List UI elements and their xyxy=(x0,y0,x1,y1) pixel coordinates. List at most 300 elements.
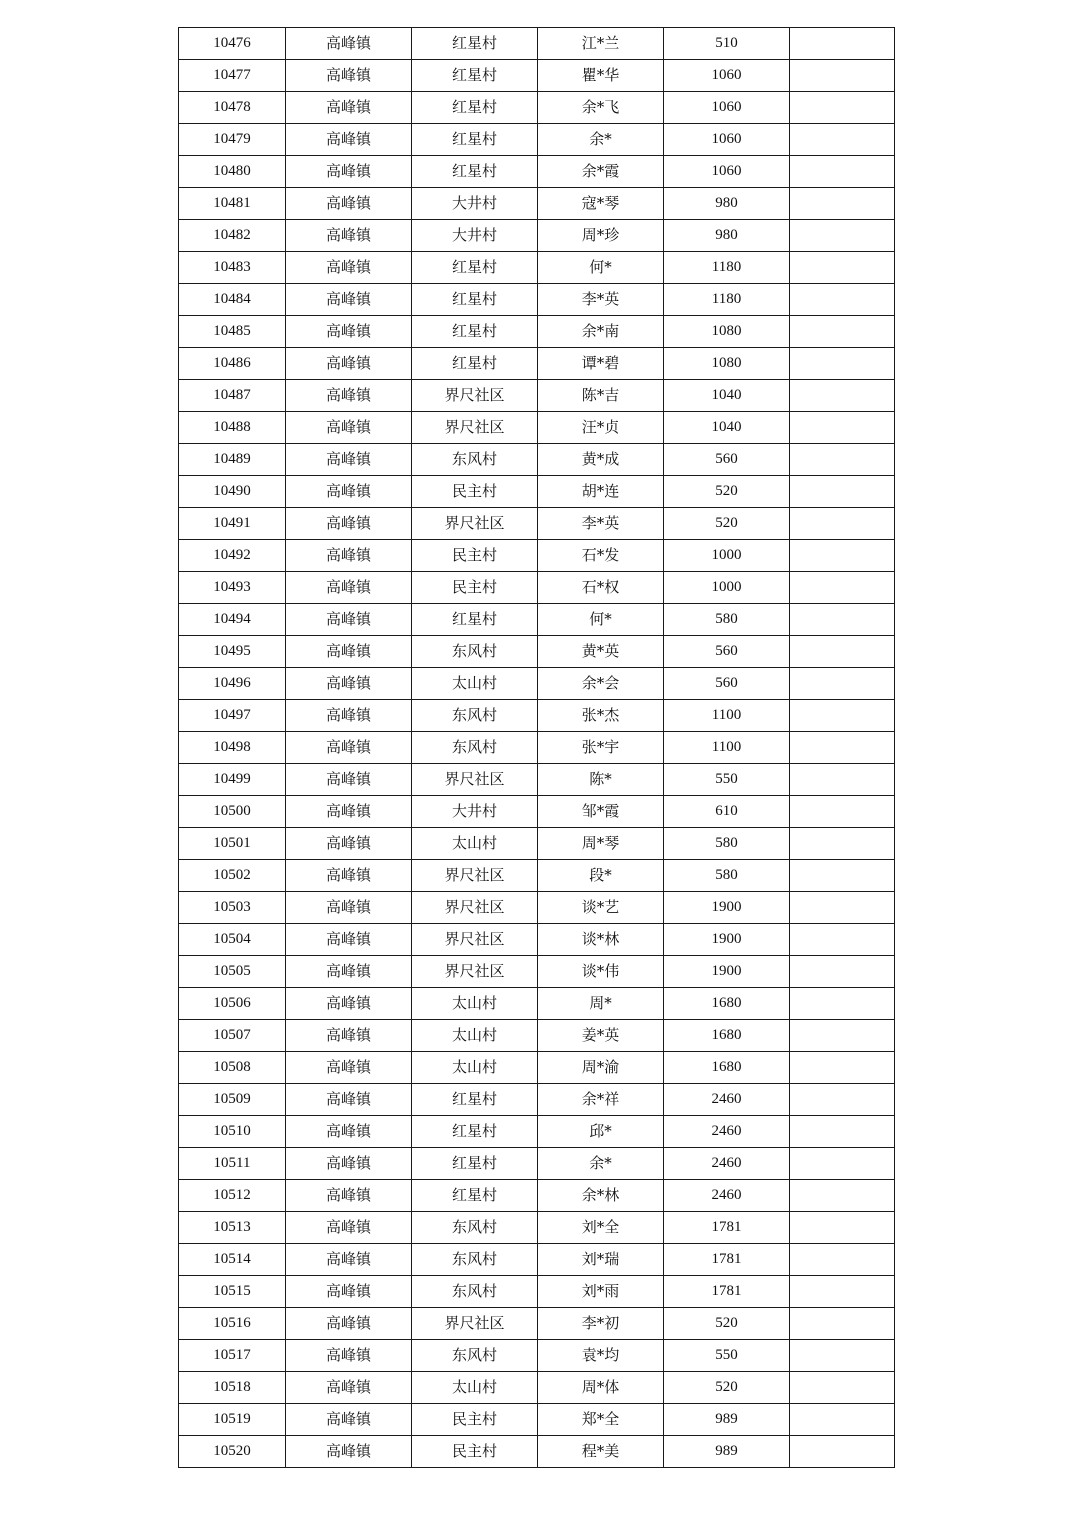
person-name-cell: 黄*成 xyxy=(538,444,664,476)
record-id-cell: 10511 xyxy=(179,1148,286,1180)
person-name-cell: 寇*琴 xyxy=(538,188,664,220)
amount-cell: 1000 xyxy=(664,572,790,604)
note-cell xyxy=(790,892,895,924)
table-row xyxy=(179,252,895,284)
record-id-cell: 10516 xyxy=(179,1308,286,1340)
amount-cell: 1900 xyxy=(664,892,790,924)
record-id-cell: 10513 xyxy=(179,1212,286,1244)
record-id-cell: 10481 xyxy=(179,188,286,220)
record-id-cell: 10487 xyxy=(179,380,286,412)
town-cell: 高峰镇 xyxy=(286,956,412,988)
table-row xyxy=(179,1052,895,1084)
record-id-cell: 10496 xyxy=(179,668,286,700)
table-row xyxy=(179,1372,895,1404)
amount-cell: 520 xyxy=(664,1308,790,1340)
note-cell xyxy=(790,1404,895,1436)
note-cell xyxy=(790,764,895,796)
person-name-cell: 石*发 xyxy=(538,540,664,572)
village-cell: 红星村 xyxy=(412,92,538,124)
table-row xyxy=(179,316,895,348)
town-cell: 高峰镇 xyxy=(286,668,412,700)
amount-cell: 1060 xyxy=(664,156,790,188)
village-cell: 民主村 xyxy=(412,476,538,508)
note-cell xyxy=(790,508,895,540)
amount-cell: 1060 xyxy=(664,60,790,92)
amount-cell: 520 xyxy=(664,476,790,508)
village-cell: 东风村 xyxy=(412,636,538,668)
person-name-cell: 段* xyxy=(538,860,664,892)
village-cell: 红星村 xyxy=(412,60,538,92)
amount-cell: 1100 xyxy=(664,700,790,732)
village-cell: 红星村 xyxy=(412,28,538,60)
town-cell: 高峰镇 xyxy=(286,1308,412,1340)
village-cell: 民主村 xyxy=(412,1404,538,1436)
table-row xyxy=(179,828,895,860)
record-id-cell: 10501 xyxy=(179,828,286,860)
village-cell: 太山村 xyxy=(412,828,538,860)
table-row xyxy=(179,348,895,380)
record-id-cell: 10482 xyxy=(179,220,286,252)
village-cell: 红星村 xyxy=(412,156,538,188)
village-cell: 民主村 xyxy=(412,1436,538,1468)
amount-cell: 1080 xyxy=(664,348,790,380)
table-row xyxy=(179,28,895,60)
record-id-cell: 10486 xyxy=(179,348,286,380)
person-name-cell: 李*英 xyxy=(538,508,664,540)
town-cell: 高峰镇 xyxy=(286,892,412,924)
person-name-cell: 刘*全 xyxy=(538,1212,664,1244)
table-row xyxy=(179,1244,895,1276)
person-name-cell: 李*英 xyxy=(538,284,664,316)
amount-cell: 560 xyxy=(664,636,790,668)
village-cell: 界尺社区 xyxy=(412,892,538,924)
person-name-cell: 姜*英 xyxy=(538,1020,664,1052)
note-cell xyxy=(790,796,895,828)
person-name-cell: 谈*林 xyxy=(538,924,664,956)
village-cell: 红星村 xyxy=(412,1084,538,1116)
person-name-cell: 何* xyxy=(538,604,664,636)
note-cell xyxy=(790,636,895,668)
town-cell: 高峰镇 xyxy=(286,1372,412,1404)
note-cell xyxy=(790,124,895,156)
note-cell xyxy=(790,1116,895,1148)
amount-cell: 520 xyxy=(664,1372,790,1404)
table-row xyxy=(179,1276,895,1308)
note-cell xyxy=(790,1276,895,1308)
table-row xyxy=(179,284,895,316)
table-row xyxy=(179,188,895,220)
record-id-cell: 10515 xyxy=(179,1276,286,1308)
town-cell: 高峰镇 xyxy=(286,732,412,764)
town-cell: 高峰镇 xyxy=(286,604,412,636)
note-cell xyxy=(790,988,895,1020)
note-cell xyxy=(790,60,895,92)
person-name-cell: 江*兰 xyxy=(538,28,664,60)
person-name-cell: 黄*英 xyxy=(538,636,664,668)
village-cell: 红星村 xyxy=(412,124,538,156)
amount-cell: 560 xyxy=(664,444,790,476)
person-name-cell: 余*霞 xyxy=(538,156,664,188)
table-row xyxy=(179,1116,895,1148)
amount-cell: 1781 xyxy=(664,1276,790,1308)
amount-cell: 1781 xyxy=(664,1212,790,1244)
amount-cell: 1680 xyxy=(664,988,790,1020)
town-cell: 高峰镇 xyxy=(286,764,412,796)
record-id-cell: 10507 xyxy=(179,1020,286,1052)
record-id-cell: 10504 xyxy=(179,924,286,956)
town-cell: 高峰镇 xyxy=(286,1052,412,1084)
person-name-cell: 周*体 xyxy=(538,1372,664,1404)
record-id-cell: 10476 xyxy=(179,28,286,60)
table-row xyxy=(179,572,895,604)
town-cell: 高峰镇 xyxy=(286,1180,412,1212)
note-cell xyxy=(790,1212,895,1244)
note-cell xyxy=(790,828,895,860)
record-id-cell: 10509 xyxy=(179,1084,286,1116)
record-id-cell: 10510 xyxy=(179,1116,286,1148)
person-name-cell: 余*会 xyxy=(538,668,664,700)
person-name-cell: 谭*碧 xyxy=(538,348,664,380)
village-cell: 大井村 xyxy=(412,796,538,828)
amount-cell: 560 xyxy=(664,668,790,700)
amount-cell: 2460 xyxy=(664,1116,790,1148)
amount-cell: 1900 xyxy=(664,924,790,956)
town-cell: 高峰镇 xyxy=(286,924,412,956)
town-cell: 高峰镇 xyxy=(286,988,412,1020)
town-cell: 高峰镇 xyxy=(286,1084,412,1116)
town-cell: 高峰镇 xyxy=(286,476,412,508)
record-id-cell: 10502 xyxy=(179,860,286,892)
amount-cell: 1781 xyxy=(664,1244,790,1276)
amount-cell: 610 xyxy=(664,796,790,828)
record-id-cell: 10495 xyxy=(179,636,286,668)
person-name-cell: 瞿*华 xyxy=(538,60,664,92)
amount-cell: 550 xyxy=(664,764,790,796)
table-row xyxy=(179,796,895,828)
village-cell: 界尺社区 xyxy=(412,412,538,444)
note-cell xyxy=(790,1052,895,1084)
village-cell: 太山村 xyxy=(412,668,538,700)
town-cell: 高峰镇 xyxy=(286,316,412,348)
person-name-cell: 何* xyxy=(538,252,664,284)
person-name-cell: 郑*全 xyxy=(538,1404,664,1436)
town-cell: 高峰镇 xyxy=(286,188,412,220)
record-id-cell: 10489 xyxy=(179,444,286,476)
amount-cell: 580 xyxy=(664,604,790,636)
note-cell xyxy=(790,1340,895,1372)
town-cell: 高峰镇 xyxy=(286,828,412,860)
village-cell: 红星村 xyxy=(412,284,538,316)
person-name-cell: 程*美 xyxy=(538,1436,664,1468)
table-row xyxy=(179,860,895,892)
amount-cell: 1000 xyxy=(664,540,790,572)
record-id-cell: 10500 xyxy=(179,796,286,828)
village-cell: 红星村 xyxy=(412,252,538,284)
record-id-cell: 10503 xyxy=(179,892,286,924)
note-cell xyxy=(790,380,895,412)
town-cell: 高峰镇 xyxy=(286,1020,412,1052)
amount-cell: 989 xyxy=(664,1404,790,1436)
person-name-cell: 周*珍 xyxy=(538,220,664,252)
table-row xyxy=(179,476,895,508)
note-cell xyxy=(790,732,895,764)
town-cell: 高峰镇 xyxy=(286,1148,412,1180)
town-cell: 高峰镇 xyxy=(286,444,412,476)
village-cell: 界尺社区 xyxy=(412,1308,538,1340)
record-id-cell: 10512 xyxy=(179,1180,286,1212)
note-cell xyxy=(790,604,895,636)
village-cell: 界尺社区 xyxy=(412,380,538,412)
amount-cell: 2460 xyxy=(664,1084,790,1116)
table-row xyxy=(179,604,895,636)
town-cell: 高峰镇 xyxy=(286,636,412,668)
table-row xyxy=(179,1180,895,1212)
person-name-cell: 胡*连 xyxy=(538,476,664,508)
table-body xyxy=(179,28,895,1468)
note-cell xyxy=(790,700,895,732)
town-cell: 高峰镇 xyxy=(286,284,412,316)
town-cell: 高峰镇 xyxy=(286,540,412,572)
note-cell xyxy=(790,252,895,284)
table-row xyxy=(179,956,895,988)
village-cell: 东风村 xyxy=(412,1276,538,1308)
record-id-cell: 10483 xyxy=(179,252,286,284)
table-row xyxy=(179,412,895,444)
village-cell: 红星村 xyxy=(412,316,538,348)
amount-cell: 1080 xyxy=(664,316,790,348)
person-name-cell: 周* xyxy=(538,988,664,1020)
town-cell: 高峰镇 xyxy=(286,156,412,188)
person-name-cell: 余*林 xyxy=(538,1180,664,1212)
table-row xyxy=(179,892,895,924)
village-cell: 红星村 xyxy=(412,604,538,636)
town-cell: 高峰镇 xyxy=(286,700,412,732)
village-cell: 太山村 xyxy=(412,1052,538,1084)
table-row xyxy=(179,924,895,956)
village-cell: 红星村 xyxy=(412,1180,538,1212)
record-id-cell: 10505 xyxy=(179,956,286,988)
village-cell: 太山村 xyxy=(412,1372,538,1404)
town-cell: 高峰镇 xyxy=(286,1436,412,1468)
person-name-cell: 周*琴 xyxy=(538,828,664,860)
amount-cell: 1180 xyxy=(664,252,790,284)
table-row xyxy=(179,540,895,572)
person-name-cell: 陈*吉 xyxy=(538,380,664,412)
record-id-cell: 10498 xyxy=(179,732,286,764)
amount-cell: 580 xyxy=(664,860,790,892)
record-id-cell: 10478 xyxy=(179,92,286,124)
table-row xyxy=(179,220,895,252)
town-cell: 高峰镇 xyxy=(286,1276,412,1308)
person-name-cell: 余*南 xyxy=(538,316,664,348)
village-cell: 东风村 xyxy=(412,1212,538,1244)
town-cell: 高峰镇 xyxy=(286,348,412,380)
note-cell xyxy=(790,348,895,380)
town-cell: 高峰镇 xyxy=(286,1212,412,1244)
amount-cell: 980 xyxy=(664,188,790,220)
table-row xyxy=(179,1436,895,1468)
amount-cell: 510 xyxy=(664,28,790,60)
note-cell xyxy=(790,28,895,60)
record-id-cell: 10518 xyxy=(179,1372,286,1404)
person-name-cell: 谈*伟 xyxy=(538,956,664,988)
village-cell: 红星村 xyxy=(412,1148,538,1180)
person-name-cell: 袁*均 xyxy=(538,1340,664,1372)
village-cell: 界尺社区 xyxy=(412,956,538,988)
table-row xyxy=(179,636,895,668)
village-cell: 东风村 xyxy=(412,1244,538,1276)
town-cell: 高峰镇 xyxy=(286,1340,412,1372)
record-id-cell: 10477 xyxy=(179,60,286,92)
village-cell: 红星村 xyxy=(412,348,538,380)
amount-cell: 1180 xyxy=(664,284,790,316)
town-cell: 高峰镇 xyxy=(286,124,412,156)
person-name-cell: 余* xyxy=(538,1148,664,1180)
note-cell xyxy=(790,444,895,476)
person-name-cell: 余*祥 xyxy=(538,1084,664,1116)
record-id-cell: 10493 xyxy=(179,572,286,604)
amount-cell: 1040 xyxy=(664,412,790,444)
town-cell: 高峰镇 xyxy=(286,220,412,252)
table-row xyxy=(179,92,895,124)
record-id-cell: 10517 xyxy=(179,1340,286,1372)
amount-cell: 520 xyxy=(664,508,790,540)
amount-cell: 580 xyxy=(664,828,790,860)
town-cell: 高峰镇 xyxy=(286,28,412,60)
record-id-cell: 10490 xyxy=(179,476,286,508)
person-name-cell: 周*渝 xyxy=(538,1052,664,1084)
record-id-cell: 10514 xyxy=(179,1244,286,1276)
table-row xyxy=(179,1020,895,1052)
amount-cell: 2460 xyxy=(664,1180,790,1212)
table-row xyxy=(179,700,895,732)
record-id-cell: 10479 xyxy=(179,124,286,156)
note-cell xyxy=(790,1308,895,1340)
village-cell: 太山村 xyxy=(412,988,538,1020)
amount-cell: 1100 xyxy=(664,732,790,764)
person-name-cell: 邱* xyxy=(538,1116,664,1148)
note-cell xyxy=(790,1436,895,1468)
note-cell xyxy=(790,92,895,124)
note-cell xyxy=(790,188,895,220)
village-cell: 东风村 xyxy=(412,1340,538,1372)
subsidy-table xyxy=(178,27,895,1468)
person-name-cell: 张*杰 xyxy=(538,700,664,732)
note-cell xyxy=(790,156,895,188)
record-id-cell: 10494 xyxy=(179,604,286,636)
note-cell xyxy=(790,956,895,988)
amount-cell: 980 xyxy=(664,220,790,252)
record-id-cell: 10480 xyxy=(179,156,286,188)
person-name-cell: 汪*贞 xyxy=(538,412,664,444)
note-cell xyxy=(790,668,895,700)
person-name-cell: 刘*瑞 xyxy=(538,1244,664,1276)
table-row xyxy=(179,1212,895,1244)
table-row xyxy=(179,1404,895,1436)
amount-cell: 989 xyxy=(664,1436,790,1468)
note-cell xyxy=(790,924,895,956)
record-id-cell: 10491 xyxy=(179,508,286,540)
village-cell: 大井村 xyxy=(412,188,538,220)
amount-cell: 1060 xyxy=(664,124,790,156)
table-row xyxy=(179,732,895,764)
note-cell xyxy=(790,1020,895,1052)
amount-cell: 1680 xyxy=(664,1052,790,1084)
town-cell: 高峰镇 xyxy=(286,508,412,540)
record-id-cell: 10497 xyxy=(179,700,286,732)
table-row xyxy=(179,444,895,476)
record-id-cell: 10492 xyxy=(179,540,286,572)
village-cell: 东风村 xyxy=(412,444,538,476)
note-cell xyxy=(790,476,895,508)
town-cell: 高峰镇 xyxy=(286,1404,412,1436)
person-name-cell: 张*宇 xyxy=(538,732,664,764)
amount-cell: 1680 xyxy=(664,1020,790,1052)
person-name-cell: 陈* xyxy=(538,764,664,796)
village-cell: 界尺社区 xyxy=(412,764,538,796)
record-id-cell: 10519 xyxy=(179,1404,286,1436)
town-cell: 高峰镇 xyxy=(286,1116,412,1148)
town-cell: 高峰镇 xyxy=(286,92,412,124)
table-row xyxy=(179,124,895,156)
note-cell xyxy=(790,220,895,252)
amount-cell: 1900 xyxy=(664,956,790,988)
table-row xyxy=(179,1148,895,1180)
record-id-cell: 10488 xyxy=(179,412,286,444)
village-cell: 民主村 xyxy=(412,572,538,604)
table-row xyxy=(179,1084,895,1116)
note-cell xyxy=(790,572,895,604)
table-row xyxy=(179,1308,895,1340)
person-name-cell: 李*初 xyxy=(538,1308,664,1340)
person-name-cell: 余*飞 xyxy=(538,92,664,124)
table-row xyxy=(179,60,895,92)
town-cell: 高峰镇 xyxy=(286,412,412,444)
person-name-cell: 邹*霞 xyxy=(538,796,664,828)
amount-cell: 1060 xyxy=(664,92,790,124)
village-cell: 界尺社区 xyxy=(412,508,538,540)
note-cell xyxy=(790,1148,895,1180)
note-cell xyxy=(790,316,895,348)
village-cell: 民主村 xyxy=(412,540,538,572)
table-row xyxy=(179,764,895,796)
town-cell: 高峰镇 xyxy=(286,572,412,604)
village-cell: 红星村 xyxy=(412,1116,538,1148)
record-id-cell: 10485 xyxy=(179,316,286,348)
table-row xyxy=(179,380,895,412)
town-cell: 高峰镇 xyxy=(286,60,412,92)
record-id-cell: 10520 xyxy=(179,1436,286,1468)
note-cell xyxy=(790,412,895,444)
record-id-cell: 10484 xyxy=(179,284,286,316)
village-cell: 界尺社区 xyxy=(412,924,538,956)
table-row xyxy=(179,508,895,540)
note-cell xyxy=(790,1180,895,1212)
note-cell xyxy=(790,284,895,316)
person-name-cell: 余* xyxy=(538,124,664,156)
amount-cell: 550 xyxy=(664,1340,790,1372)
table-row xyxy=(179,988,895,1020)
person-name-cell: 谈*艺 xyxy=(538,892,664,924)
town-cell: 高峰镇 xyxy=(286,796,412,828)
town-cell: 高峰镇 xyxy=(286,380,412,412)
town-cell: 高峰镇 xyxy=(286,860,412,892)
note-cell xyxy=(790,1372,895,1404)
note-cell xyxy=(790,540,895,572)
town-cell: 高峰镇 xyxy=(286,252,412,284)
village-cell: 太山村 xyxy=(412,1020,538,1052)
village-cell: 东风村 xyxy=(412,732,538,764)
